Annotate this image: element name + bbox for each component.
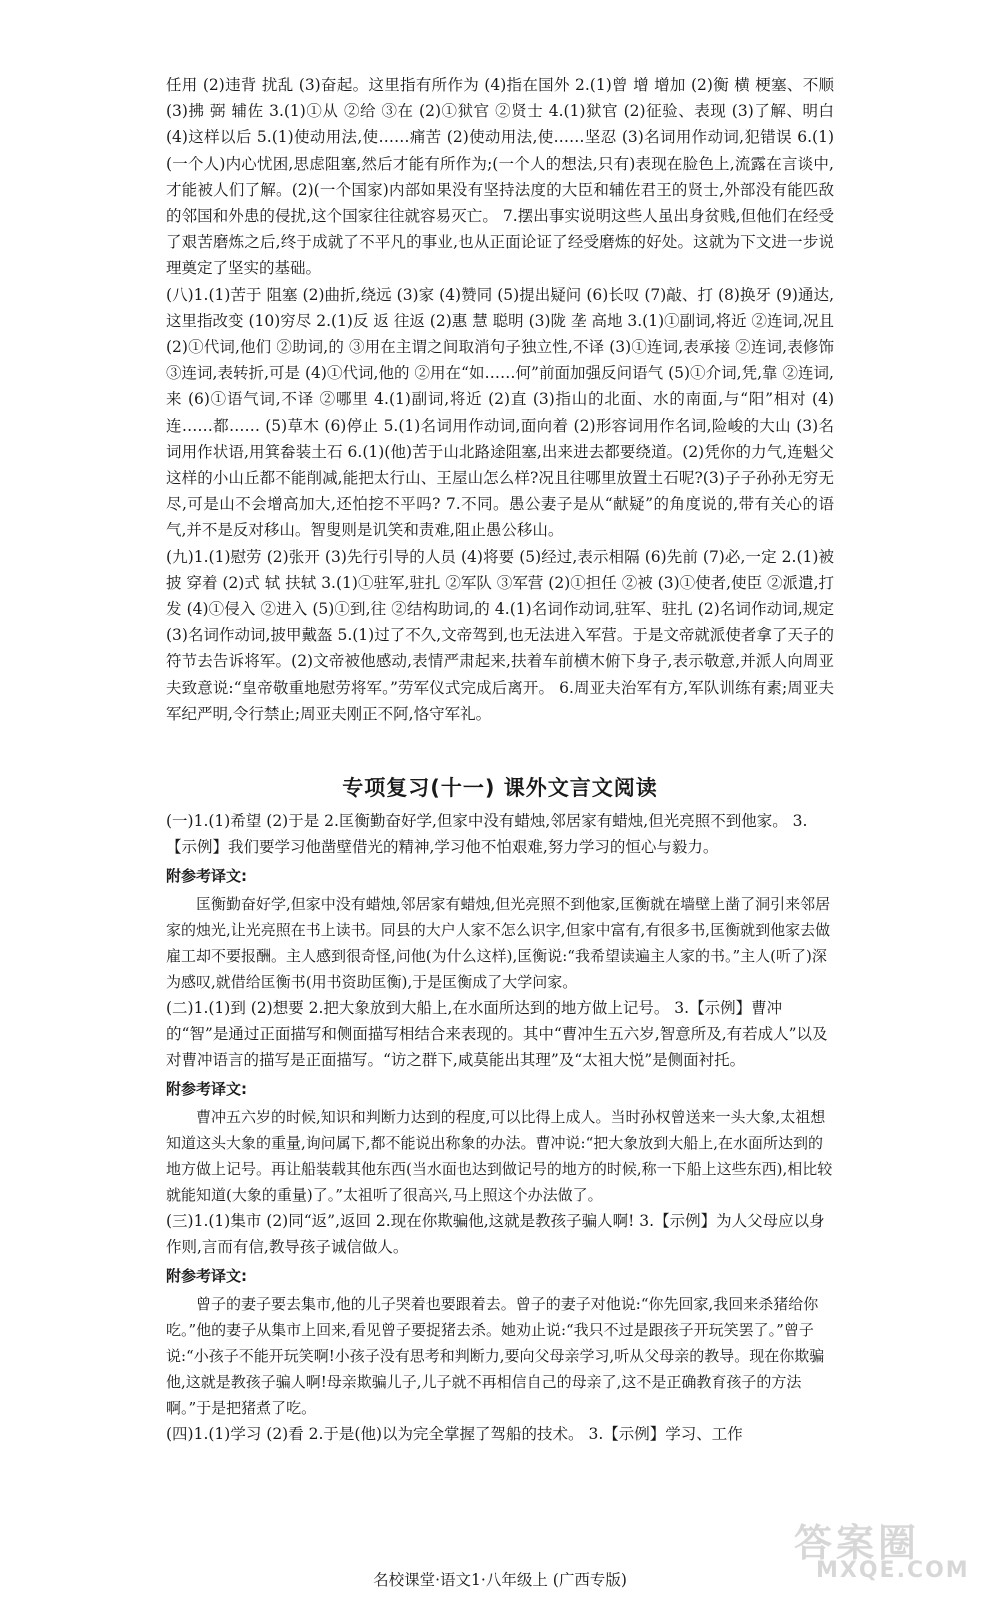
watermark-logo <box>794 1512 982 1586</box>
answer-paragraph-7: 任用 (2)违背 扰乱 (3)奋起。这里指有所作为 (4)指在国外 2.(1)曾 增 增加 (2)衡 横 梗塞、不顺 (3)拂 弼 辅佐 3.(1)①从 ②给 ③在 (2)①狱官 ②贤士 4.(1)狱官 (2)征验、表现 (3)了解、明白 (4)这样以后 5.(1)使动用法,使……痛苦 (2)使动用法,使……坚忍 (3)名词用作动词,犯错误 6.(1)(一个人)内心忧困,思虑阻塞,然后才能有所作为;(一个人的想法,只有)表现在脸色上,流露在言谈中,才能被人们了解。(2)(一个国家)内部如果没有坚持法度的大臣和辅佐君王的贤士,外部没有能匹敌的邻国和外患的侵扰,这个国家往往就容易灭亡。 7.摆出事实说明这些人虽出身贫贱,但他们在经受了艰苦磨炼之后,终于成就了不平凡的事业,也从正面论证了经受磨炼的好处。这就为下文进一步说理奠定了坚实的基础。 <box>166 76 834 278</box>
translation-heading-3: 附参考译文: <box>166 1267 247 1285</box>
answer-paragraph-4: (四)1.(1)学习 (2)看 2.于是(他)以为完全掌握了驾船的技术。 3.【示例】学习、工作 <box>166 1425 743 1443</box>
answer-paragraph-2: (二)1.(1)到 (2)想要 2.把大象放到大船上,在水面所达到的地方做上记号。 3.【示例】曹冲的“智”是通过正面描写和侧面描写相结合来表现的。其中“曹冲生五六岁,智意所及,有若成人”以及对曹冲语言的描写是正面描写。“访之群下,咸莫能出其理”及“太祖大悦”是侧面衬托。 <box>166 999 828 1069</box>
answer-paragraph-9: (九)1.(1)慰劳 (2)张开 (3)先行引导的人员 (4)将要 (5)经过,表示相隔 (6)先前 (7)必,一定 2.(1)被 披 穿着 (2)式 轼 扶轼 3.(1)①驻军,驻扎 ②军队 ③军营 (2)①担任 ②被 (3)①使者,使臣 ②派遣,打发 (4)①侵入 ②进入 (5)①到,往 ②结构助词,的 4.(1)名词作动词,驻军、驻扎 (2)名词作动词,规定 (3)名词作动词,披甲戴盔 5.(1)过了不久,文帝驾到,也无法进入军营。于是文帝就派使者拿了天子的符节去告诉将军。(2)文帝被他感动,表情严肃起来,扶着车前横木俯下身子,表示敬意,并派人向周亚夫致意说:“皇帝敬重地慰劳将军。”劳军仪式完成后离开。 6.周亚夫治军有方,军队训练有素;周亚夫军纪严明,令行禁止;周亚夫刚正不阿,恪守军礼。 <box>166 547 834 723</box>
translation-text-2: 曹冲五六岁的时候,知识和判断力达到的程度,可以比得上成人。当时孙权曾送来一头大象,太祖想知道这头大象的重量,询问属下,都不能说出称象的办法。曹冲说:“把大象放到大船上,在水面所达到的地方做上记号。再让船装载其他东西(当水面也达到做记号的地方的时候,称一下船上这些东西),相比较就能知道(大象的重量)了。”太祖听了很高兴,马上照这个办法做了。 <box>166 1108 833 1204</box>
translation-text-3: 曾子的妻子要去集市,他的儿子哭着也要跟着去。曾子的妻子对他说:“你先回家,我回来杀猪给你吃。”他的妻子从集市上回来,看见曾子要捉猪去杀。她劝止说:“我只不过是跟孩子开玩笑罢了。”曾子说:“小孩子不能开玩笑啊!小孩子没有思考和判断力,要向父母亲学习,听从父母亲的教导。现在你欺骗他,这就是教孩子骗人啊!母亲欺骗儿子,儿子就不再相信自己的母亲了,这不是正确教育孩子的方法啊。”于是把猪煮了吃。 <box>166 1295 825 1417</box>
answer-paragraph-8: (八)1.(1)苦于 阻塞 (2)曲折,绕远 (3)家 (4)赞同 (5)提出疑问 (6)长叹 (7)敲、打 (8)换牙 (9)通达,这里指改变 (10)穷尽 2.(1)反 返 往返 (2)惠 慧 聪明 (3)陇 垄 高地 3.(1)①副词,将近 ②连词,况且 (2)①代词,他们 ②助词,的 ③用在主谓之间取消句子独立性,不译 (3)①连词,表承接 ②连词,表修饰 ③连词,表转折,可是 (4)①代词,他的 ②用在“如……何”前面加强反问语气 (5)①介词,凭,靠 ②连词,来 (6)①语气词,不译 ②哪里 4.(1)副词,将近 (2)直 (3)指山的北面、水的南面,与“阳”相对 (4)连……都…… (5)草木 (6)停止 5.(1)名词用作动词,面向着 (2)形容词用作名词,险峻的大山 (3)名词用作状语,用箕畚装土石 6.(1)(他)苦于山北路途阻塞,出来进去都要绕道。(2)凭你的力气,连魁父这样的小山丘都不能削减,能把太行山、王屋山怎么样?况且往哪里放置土石呢?(3)子子孙孙无穷无尽,可是山不会增高加大,还怕挖不平吗? 7.不同。愚公妻子是从“献疑”的角度说的,带有关心的语气,并不是反对移山。智叟则是讥笑和责难,阻止愚公移山。 <box>166 285 834 540</box>
section-body <box>166 808 834 1447</box>
watermark-main-text: 答案圈 <box>794 1521 921 1565</box>
page-footer: 名校课堂·语文1·八年级上 (广西专版) <box>373 1571 627 1589</box>
translation-heading-1: 附参考译文: <box>166 867 247 885</box>
answer-paragraph-1: (一)1.(1)希望 (2)于是 2.匡衡勤奋好学,但家中没有蜡烛,邻居家有蜡烛,但光亮照不到他家。 3.【示例】我们要学习他凿壁借光的精神,学习他不怕艰难,努力学习的恒心与毅力。 <box>166 812 808 856</box>
translation-heading-2: 附参考译文: <box>166 1080 247 1098</box>
watermark-url-text: MXQE.COM <box>816 1558 970 1583</box>
section-title: 专项复习(十一) 课外文言文阅读 <box>342 776 658 800</box>
answer-paragraph-3: (三)1.(1)集市 (2)同“返”,返回 2.现在你欺骗他,这就是教孩子骗人啊! 3.【示例】为人父母应以身作则,言而有信,教导孩子诚信做人。 <box>166 1212 825 1256</box>
answer-block-upper <box>166 72 834 727</box>
translation-text-1: 匡衡勤奋好学,但家中没有蜡烛,邻居家有蜡烛,但光亮照不到他家,匡衡就在墙壁上凿了洞引来邻居家的烛光,让光亮照在书上读书。同县的大户人家不怎么识字,但家中富有,有很多书,匡衡就到他家去做雇工却不要报酬。主人感到很奇怪,问他(为什么这样),匡衡说:“我希望读遍主人家的书。”主人(听了)深为感叹,就借给匡衡书(用书资助匡衡),于是匡衡成了大学问家。 <box>166 895 831 991</box>
